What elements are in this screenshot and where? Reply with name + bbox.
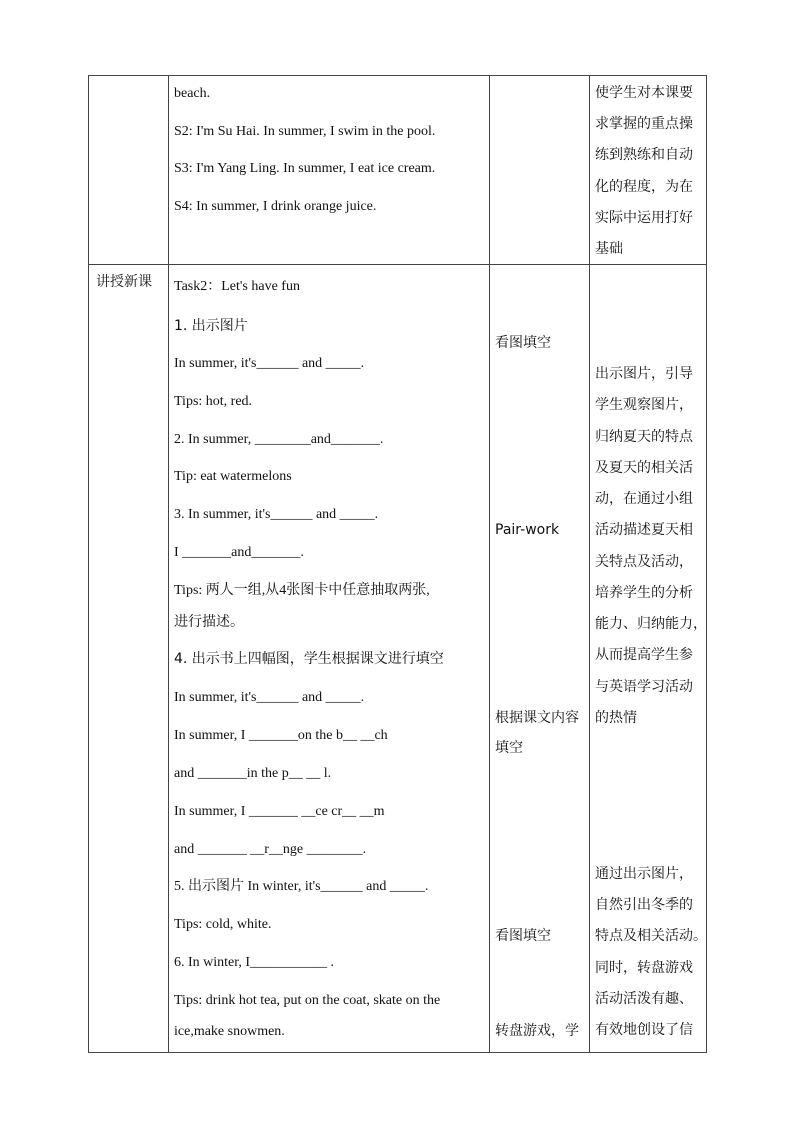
activity-line: 看图填空 <box>495 928 551 944</box>
activity-line: 转盘游戏，学 <box>495 1023 579 1039</box>
purpose-line: 关特点及活动， <box>595 554 693 570</box>
content-line: 2. In summer, ________and_______. <box>174 432 384 447</box>
purpose-line: 能力、归纳能力， <box>595 616 707 632</box>
content-line: 进行描述。 <box>174 614 244 630</box>
activity-line: 填空 <box>495 740 523 756</box>
content-line: Tip: eat watermelons <box>174 469 292 484</box>
content-line: I _______and_______. <box>174 545 304 560</box>
purpose-line: 基础 <box>595 241 623 257</box>
content-line: In summer, I _______ __ce cr__ __m <box>174 804 385 819</box>
column-divider <box>168 76 169 1052</box>
content-line: 5. 出示图片 In winter, it's______ and _____. <box>174 879 429 894</box>
content-line: Tips: drink hot tea, put on the coat, skate on the <box>174 993 441 1008</box>
purpose-line: 有效地创设了信 <box>595 1022 693 1038</box>
purpose-line: 培养学生的分析 <box>595 585 693 601</box>
purpose-line: 求掌握的重点操 <box>595 116 693 132</box>
purpose-line: 练到熟练和自动 <box>595 147 693 163</box>
stage-label: 讲授新课 <box>96 274 152 290</box>
content-line: and _______in the p__ __ l. <box>174 766 332 781</box>
content-line: ice,make snowmen. <box>174 1024 285 1039</box>
content-line: and _______ __r__nge ________. <box>174 842 367 857</box>
purpose-line: 的热情 <box>595 710 637 726</box>
purpose-line: 活动活泼有趣、 <box>595 991 693 1007</box>
content-line: 4. 出示书上四幅图，学生根据课文进行填空 <box>174 651 444 667</box>
purpose-line: 从而提高学生参 <box>595 647 693 663</box>
lesson-plan-table <box>88 75 707 1053</box>
purpose-line: 活动描述夏天相 <box>595 522 693 538</box>
column-divider <box>489 76 490 1052</box>
purpose-line: 出示图片，引导 <box>595 366 693 382</box>
content-line: In summer, it's______ and _____. <box>174 356 365 371</box>
purpose-line: 实际中运用打好 <box>595 210 693 226</box>
row-divider <box>89 264 706 265</box>
purpose-line: 动，在通过小组 <box>595 491 693 507</box>
content-line: Tips: cold, white. <box>174 917 272 932</box>
purpose-line: 与英语学习活动 <box>595 679 693 695</box>
content-line: In summer, I _______on the b__ __ch <box>174 728 388 743</box>
content-line: Tips: hot, red. <box>174 394 253 409</box>
content-line: Task2：Let's have fun <box>174 279 300 294</box>
content-line: 3. In summer, it's______ and _____. <box>174 507 379 522</box>
content-line: In summer, it's______ and _____. <box>174 690 365 705</box>
purpose-line: 使学生对本课要 <box>595 85 693 101</box>
purpose-line: 归纳夏天的特点 <box>595 429 693 445</box>
purpose-line: 学生观察图片， <box>595 397 693 413</box>
purpose-line: 及夏天的相关活 <box>595 460 693 476</box>
purpose-line: 化的程度，为在 <box>595 179 693 195</box>
activity-line: 根据课文内容 <box>495 710 579 726</box>
purpose-line: 通过出示图片， <box>595 866 693 882</box>
content-line: 6. In winter, I___________ . <box>174 955 335 970</box>
purpose-line: 同时，转盘游戏 <box>595 960 693 976</box>
content-line: S4: In summer, I drink orange juice. <box>174 199 377 214</box>
content-line: Tips: 两人一组,从4张图卡中任意抽取两张, <box>174 583 430 598</box>
activity-line: 看图填空 <box>495 335 551 351</box>
content-line: S3: I'm Yang Ling. In summer, I eat ice cream. <box>174 161 436 176</box>
purpose-line: 特点及相关活动。 <box>595 928 707 944</box>
content-line: S2: I'm Su Hai. In summer, I swim in the pool. <box>174 124 436 139</box>
content-line: 1. 出示图片 <box>174 318 248 334</box>
purpose-line: 自然引出冬季的 <box>595 897 693 913</box>
column-divider <box>589 76 590 1052</box>
activity-line: Pair-work <box>495 522 560 538</box>
content-line: beach. <box>174 86 211 101</box>
